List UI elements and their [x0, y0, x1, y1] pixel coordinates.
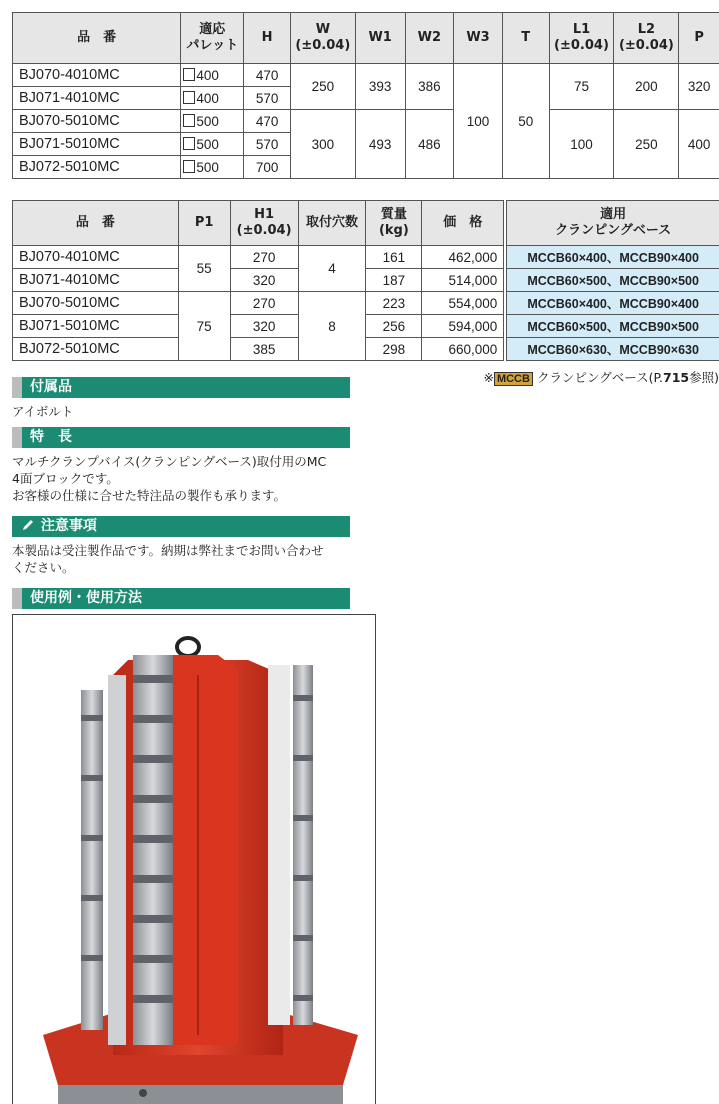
height-h: 700: [244, 156, 291, 179]
price: 554,000: [422, 292, 504, 315]
height-h: 570: [244, 133, 291, 156]
section-title: 使用例・使用方法: [30, 590, 142, 606]
header-w2: W2: [405, 13, 454, 64]
header-h1: H1 (±0.04): [230, 201, 298, 246]
height-h: 570: [244, 87, 291, 110]
pen-icon: [21, 518, 35, 532]
header-clamping-base: 適用 クランピングベース: [507, 201, 719, 246]
mount-holes: 4: [298, 246, 366, 292]
square-icon: [183, 114, 195, 127]
table-row: [13, 269, 719, 292]
header-mount-holes: 取付穴数: [298, 201, 366, 246]
mass: 223: [366, 292, 422, 315]
mount-holes: 8: [298, 292, 366, 361]
length-l1: 75: [549, 64, 614, 110]
square-icon: [183, 91, 195, 104]
section-tab-decoration: [12, 377, 22, 398]
length-l1: 100: [549, 110, 614, 179]
part-number: BJ071-4010MC: [13, 87, 181, 110]
header-h: H: [244, 13, 291, 64]
pitch-p: 400: [679, 110, 719, 179]
table-row: [13, 64, 719, 87]
clamping-base: MCCB60×400、MCCB90×400: [507, 246, 719, 269]
width-w2: 486: [405, 110, 454, 179]
mass: 298: [366, 338, 422, 361]
section-caution-header: [12, 516, 350, 537]
height-h: 470: [244, 110, 291, 133]
part-number: BJ071-5010MC: [13, 315, 179, 338]
price: 660,000: [422, 338, 504, 361]
mccb-badge: MCCB: [494, 372, 533, 386]
header-l1: L1 (±0.04): [549, 13, 614, 64]
width-w1: 393: [355, 64, 405, 110]
header-w1: W1: [355, 13, 405, 64]
square-icon: [183, 137, 195, 150]
table-row: [13, 338, 719, 361]
header-part-no: 品 番: [13, 201, 179, 246]
pallet-size: 500: [181, 110, 244, 133]
caution-line: ください。: [12, 560, 75, 575]
table-row: [13, 110, 719, 133]
pitch-p: 320: [679, 64, 719, 110]
header-w: W (±0.04): [290, 13, 355, 64]
pallet-size: 400: [181, 87, 244, 110]
width-w: 250: [290, 64, 355, 110]
accessories-text: アイボルト: [12, 404, 74, 419]
width-w1: 493: [355, 110, 405, 179]
part-number: BJ071-4010MC: [13, 269, 179, 292]
features-line: マルチクランプバイス(クランピングベース)取付用のMC: [12, 454, 327, 469]
section-tab-decoration: [12, 588, 22, 609]
clamping-base: MCCB60×500、MCCB90×500: [507, 315, 719, 338]
header-l2: L2 (±0.04): [614, 13, 679, 64]
clamping-base: MCCB60×400、MCCB90×400: [507, 292, 719, 315]
product-photo: [12, 614, 376, 1104]
spec-table-dimensions: [12, 12, 719, 179]
pallet-size: 500: [181, 133, 244, 156]
mass: 256: [366, 315, 422, 338]
part-number: BJ070-5010MC: [13, 110, 181, 133]
part-number: BJ071-5010MC: [13, 133, 181, 156]
pallet-size: 400: [181, 64, 244, 87]
section-usage-header: [12, 588, 350, 609]
part-number: BJ070-4010MC: [13, 246, 179, 269]
length-l2: 250: [614, 110, 679, 179]
clamping-base: MCCB60×500、MCCB90×500: [507, 269, 719, 292]
section-tab-decoration: [12, 427, 22, 448]
section-title: 特 長: [30, 429, 72, 445]
table-row: [13, 292, 719, 315]
note-suffix: 参照): [689, 370, 719, 385]
pitch-p1: 75: [178, 292, 230, 361]
header-price: 価 格: [422, 201, 504, 246]
section-features-header: [12, 427, 350, 448]
caution-text: [12, 542, 352, 576]
caution-line: 本製品は受注製作品です。納期は弊社までお問い合わせ: [12, 543, 324, 558]
length-l2: 200: [614, 64, 679, 110]
part-number: BJ070-4010MC: [13, 64, 181, 87]
price: 462,000: [422, 246, 504, 269]
height-h1: 270: [230, 246, 298, 269]
features-line: お客様の仕様に合せた特注品の製作も承ります。: [12, 488, 287, 503]
width-w2: 386: [405, 64, 454, 110]
width-w3: 100: [454, 64, 503, 179]
pitch-p1: 55: [178, 246, 230, 292]
price: 514,000: [422, 269, 504, 292]
table-row: [13, 315, 719, 338]
thickness-t: 50: [502, 64, 549, 179]
price: 594,000: [422, 315, 504, 338]
part-number: BJ072-5010MC: [13, 156, 181, 179]
table-row: [13, 246, 719, 269]
reference-note: [419, 368, 719, 386]
section-title: 注意事項: [40, 518, 97, 534]
part-number: BJ070-5010MC: [13, 292, 179, 315]
mass: 161: [366, 246, 422, 269]
features-text: [12, 453, 352, 504]
height-h1: 270: [230, 292, 298, 315]
height-h: 470: [244, 64, 291, 87]
mass: 187: [366, 269, 422, 292]
note-prefix: ※: [483, 370, 494, 385]
height-h1: 385: [230, 338, 298, 361]
tombstone-block-illustration: [13, 615, 376, 1104]
header-part-no: 品 番: [13, 13, 181, 64]
height-h1: 320: [230, 315, 298, 338]
width-w: 300: [290, 110, 355, 179]
header-p: P: [679, 13, 719, 64]
square-icon: [183, 68, 195, 81]
clamping-base: MCCB60×630、MCCB90×630: [507, 338, 719, 361]
note-text: クランピングベース(P.: [536, 370, 664, 385]
header-t: T: [502, 13, 549, 64]
pallet-size: 500: [181, 156, 244, 179]
features-line: 4面ブロックです。: [12, 471, 119, 486]
header-w3: W3: [454, 13, 503, 64]
part-number: BJ072-5010MC: [13, 338, 179, 361]
note-page: 715: [663, 370, 690, 385]
header-pallet: 適応 パレット: [181, 13, 244, 64]
height-h1: 320: [230, 269, 298, 292]
section-accessories-header: [12, 377, 350, 398]
header-p1: P1: [178, 201, 230, 246]
header-mass: 質量 (kg): [366, 201, 422, 246]
spec-table-price: [12, 200, 719, 361]
section-title: 付属品: [30, 379, 72, 395]
square-icon: [183, 160, 195, 173]
